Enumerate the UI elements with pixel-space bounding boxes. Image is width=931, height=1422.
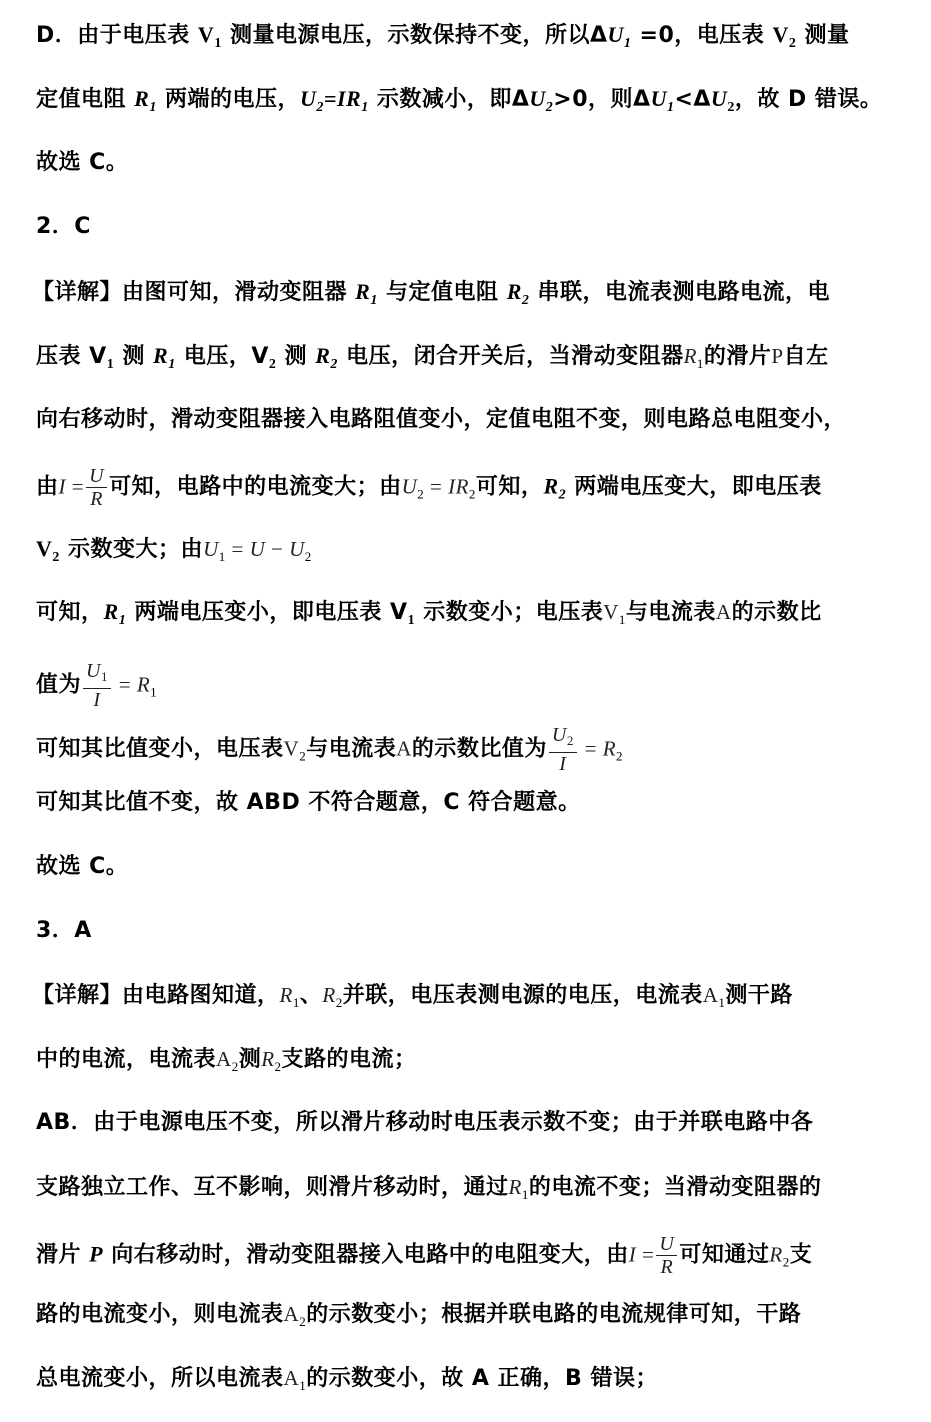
question-number [36, 212, 898, 242]
text: 示数变小；电压表 [415, 600, 604, 625]
subscript: 1 [118, 613, 127, 628]
subscript: 1 [623, 36, 632, 51]
text: 测量 [796, 23, 850, 48]
subscript: 2 [545, 100, 554, 115]
subscript: 2 [304, 549, 312, 564]
text-line [36, 405, 898, 435]
variable: I [628, 1242, 637, 1267]
variable: R [261, 1047, 275, 1071]
text: = [424, 474, 449, 499]
denominator: I [559, 753, 567, 775]
subscript: 2 [299, 748, 307, 764]
text: = [66, 474, 85, 499]
variable: R [279, 983, 293, 1007]
text: 示数减小，即Δ [368, 87, 530, 112]
subscript: 2 [268, 357, 277, 372]
variable: U [650, 86, 667, 111]
text-line [36, 660, 898, 711]
variable: R [315, 343, 331, 368]
fraction [86, 465, 107, 510]
text: 向右移动时，滑动变阻器接入电路中的电阻变大，由 [103, 1242, 629, 1268]
subscript: 1 [299, 1378, 307, 1393]
text: 的示数比 [731, 600, 822, 625]
text: AB．由于电源电压不变，所以滑片移动时电压表示数不变；由于并联电路中各 [36, 1110, 814, 1135]
variable: R [355, 279, 371, 304]
denominator: I [93, 689, 101, 711]
text: 两端电压变大，即电压表 [566, 474, 822, 500]
variable: R [153, 343, 169, 368]
text-line [36, 1044, 898, 1082]
text-line [36, 1172, 898, 1210]
variable: IR [448, 474, 469, 499]
text: 可知其比值不变，故 ABD 不符合题意，C 符合题意。 [36, 790, 581, 815]
subscript: 1 [666, 100, 675, 115]
text: 故选 C。 [36, 854, 129, 879]
numerator: U [656, 1233, 677, 1256]
subscript: 1 [150, 684, 158, 700]
text-line [36, 465, 898, 511]
fraction [83, 660, 111, 711]
text: 可知， [475, 474, 544, 500]
variable: U [289, 537, 305, 561]
text-line [36, 20, 898, 59]
text: 定值电阻 [36, 87, 135, 112]
subscript: 1 [168, 357, 176, 372]
subscript: 1 [361, 100, 369, 115]
text: 串联，电流表测电路电流，电 [529, 280, 831, 305]
subscript: 1 [214, 36, 222, 51]
text-line [36, 534, 898, 573]
text: <Δ [674, 87, 711, 112]
text: 的滑片 [703, 344, 772, 369]
variable: U [401, 474, 418, 499]
text: V [283, 736, 300, 761]
subscript: 2 [616, 748, 624, 764]
variable: R [136, 672, 151, 697]
subscript: 2 [417, 486, 425, 502]
subscript: 1 [521, 1187, 529, 1202]
text: 电压，V [175, 344, 269, 369]
variable: R [508, 1175, 522, 1199]
text: 支路独立工作、互不影响，则滑片移动时，通过 [36, 1175, 509, 1200]
variable: I [58, 474, 67, 499]
text: 3．A [36, 918, 92, 943]
text-line [36, 852, 898, 882]
subscript: 2 [468, 486, 476, 502]
text: 的示数变小，故 A 正确，B 错误； [306, 1366, 658, 1391]
text: 测 [276, 344, 316, 369]
text: 向右移动时，滑动变阻器接入电路阻值变小，定值电阻不变，则电路总电阻变小， [36, 407, 847, 432]
text: 可知通过 [679, 1242, 770, 1268]
text-line [36, 597, 898, 636]
text: 可知其比值变小，电压表 [36, 736, 284, 762]
text: 的示数比值为 [411, 736, 547, 762]
text: A [702, 983, 719, 1007]
text: 测 [238, 1047, 262, 1072]
text: 示数变大；由 [59, 537, 204, 562]
subscript: 1 [696, 356, 704, 371]
text: 的示数变小；根据并联电路的电流规律可知，干路 [306, 1302, 802, 1327]
text-line [36, 148, 898, 178]
subscript: 1 [618, 612, 626, 627]
subscript: 2 [788, 36, 797, 51]
text: 2．C [36, 214, 91, 239]
text: 值为 [36, 672, 82, 698]
subscript: 2 [52, 550, 60, 565]
subscript: 2 [335, 995, 343, 1010]
numerator: U [86, 465, 107, 488]
denominator: R [660, 1256, 674, 1278]
text: A [283, 1366, 300, 1390]
text: D．由于电压表 [36, 23, 198, 48]
text: 与电流表 [625, 600, 716, 625]
text: 【详解】由电路图知道， [32, 983, 280, 1008]
text-line [36, 1233, 898, 1278]
text-line [36, 1299, 898, 1337]
text-line [32, 980, 898, 1018]
variable: U [710, 86, 728, 111]
variable: R [103, 599, 119, 624]
variable: R [134, 86, 150, 111]
text: 中的电流，电流表 [36, 1047, 217, 1072]
text: 、 [299, 983, 323, 1008]
text: A [715, 600, 732, 624]
subscript: 1 [100, 669, 108, 684]
text: =0，电压表 [631, 23, 773, 48]
subscript: 2 [330, 357, 338, 372]
subscript: 1 [370, 293, 378, 308]
text: 与电流表 [306, 736, 397, 762]
text: 可知，电路中的电流变大；由 [109, 474, 402, 500]
text: 测干路 [725, 983, 793, 1008]
text-line [36, 788, 898, 818]
subscript: 1 [149, 100, 157, 115]
fraction [656, 1233, 677, 1278]
subscript: 1 [407, 613, 416, 628]
variable: R [506, 279, 522, 304]
variable: U [607, 22, 624, 47]
fraction [549, 724, 577, 775]
text: A [283, 1302, 300, 1326]
text: >0，则Δ [553, 87, 651, 112]
subscript: 1 [218, 549, 226, 564]
variable: U [300, 86, 317, 111]
text: 由 [36, 474, 59, 500]
text: V [36, 536, 53, 561]
subscript: 1 [292, 995, 300, 1010]
text-line [36, 724, 898, 775]
text: A [216, 1047, 232, 1071]
text-line [36, 84, 898, 123]
text: ，故 D 错误。 [734, 87, 883, 112]
text: 自左 [783, 344, 829, 369]
subscript: 2 [566, 733, 574, 748]
text: = [636, 1242, 655, 1267]
subscript: 2 [316, 100, 324, 115]
variable: U [529, 86, 546, 111]
text: 支路的电流； [281, 1047, 417, 1072]
subscript: 2 [521, 293, 530, 308]
subscript: 2 [558, 487, 567, 503]
text: − [265, 537, 290, 561]
text-line [36, 1363, 898, 1401]
variable: R [602, 736, 617, 761]
text: = [578, 736, 603, 761]
text-line [36, 1108, 898, 1138]
variable: R [543, 473, 559, 499]
text: 压表 V [36, 344, 107, 369]
text: 两端电压变小，即电压表 V [126, 600, 408, 625]
subscript: 2 [231, 1059, 239, 1074]
text: 支 [789, 1242, 813, 1268]
variable: R [322, 983, 336, 1007]
variable: U [551, 724, 567, 746]
variable: R [683, 344, 697, 368]
subscript: 2 [727, 100, 735, 115]
text: 测量电源电压，示数保持不变，所以Δ [221, 23, 608, 48]
numerator [83, 660, 111, 689]
text: 可知， [36, 600, 104, 625]
text-line [36, 341, 898, 380]
variable: P [89, 1241, 104, 1267]
subscript: 2 [299, 1314, 307, 1329]
variable: U [203, 537, 219, 561]
text: A [396, 736, 412, 761]
text: 电压，闭合开关后，当滑动变阻器 [337, 344, 684, 369]
text-line [32, 277, 898, 316]
text: 故选 C。 [36, 150, 129, 175]
text: 总电流变小，所以电流表 [36, 1366, 284, 1391]
text: 两端的电压， [156, 87, 301, 112]
variable: U [86, 660, 101, 682]
numerator [549, 724, 577, 753]
text: P [771, 344, 784, 368]
text: V [197, 22, 215, 47]
subscript: 1 [106, 357, 115, 372]
subscript: 1 [718, 995, 726, 1010]
subscript: 2 [782, 1254, 790, 1270]
question-number [36, 916, 898, 946]
text: 并联，电压表测电源的电压，电流表 [342, 983, 703, 1008]
text: = [225, 537, 250, 561]
subscript: 2 [274, 1059, 282, 1074]
text: 与定值电阻 [377, 280, 507, 305]
variable: U [249, 537, 266, 561]
variable: =IR [323, 86, 362, 111]
text: 的电流不变；当滑动变阻器的 [528, 1175, 822, 1200]
text: 【详解】由图可知，滑动变阻器 [32, 280, 356, 305]
text: V [603, 600, 619, 624]
denominator: R [90, 488, 103, 510]
variable: R [769, 1242, 783, 1267]
text: 测 [114, 344, 154, 369]
text: 滑片 [36, 1242, 90, 1268]
text: = [112, 672, 137, 697]
text: V [772, 22, 789, 47]
text: 路的电流变小，则电流表 [36, 1302, 284, 1327]
